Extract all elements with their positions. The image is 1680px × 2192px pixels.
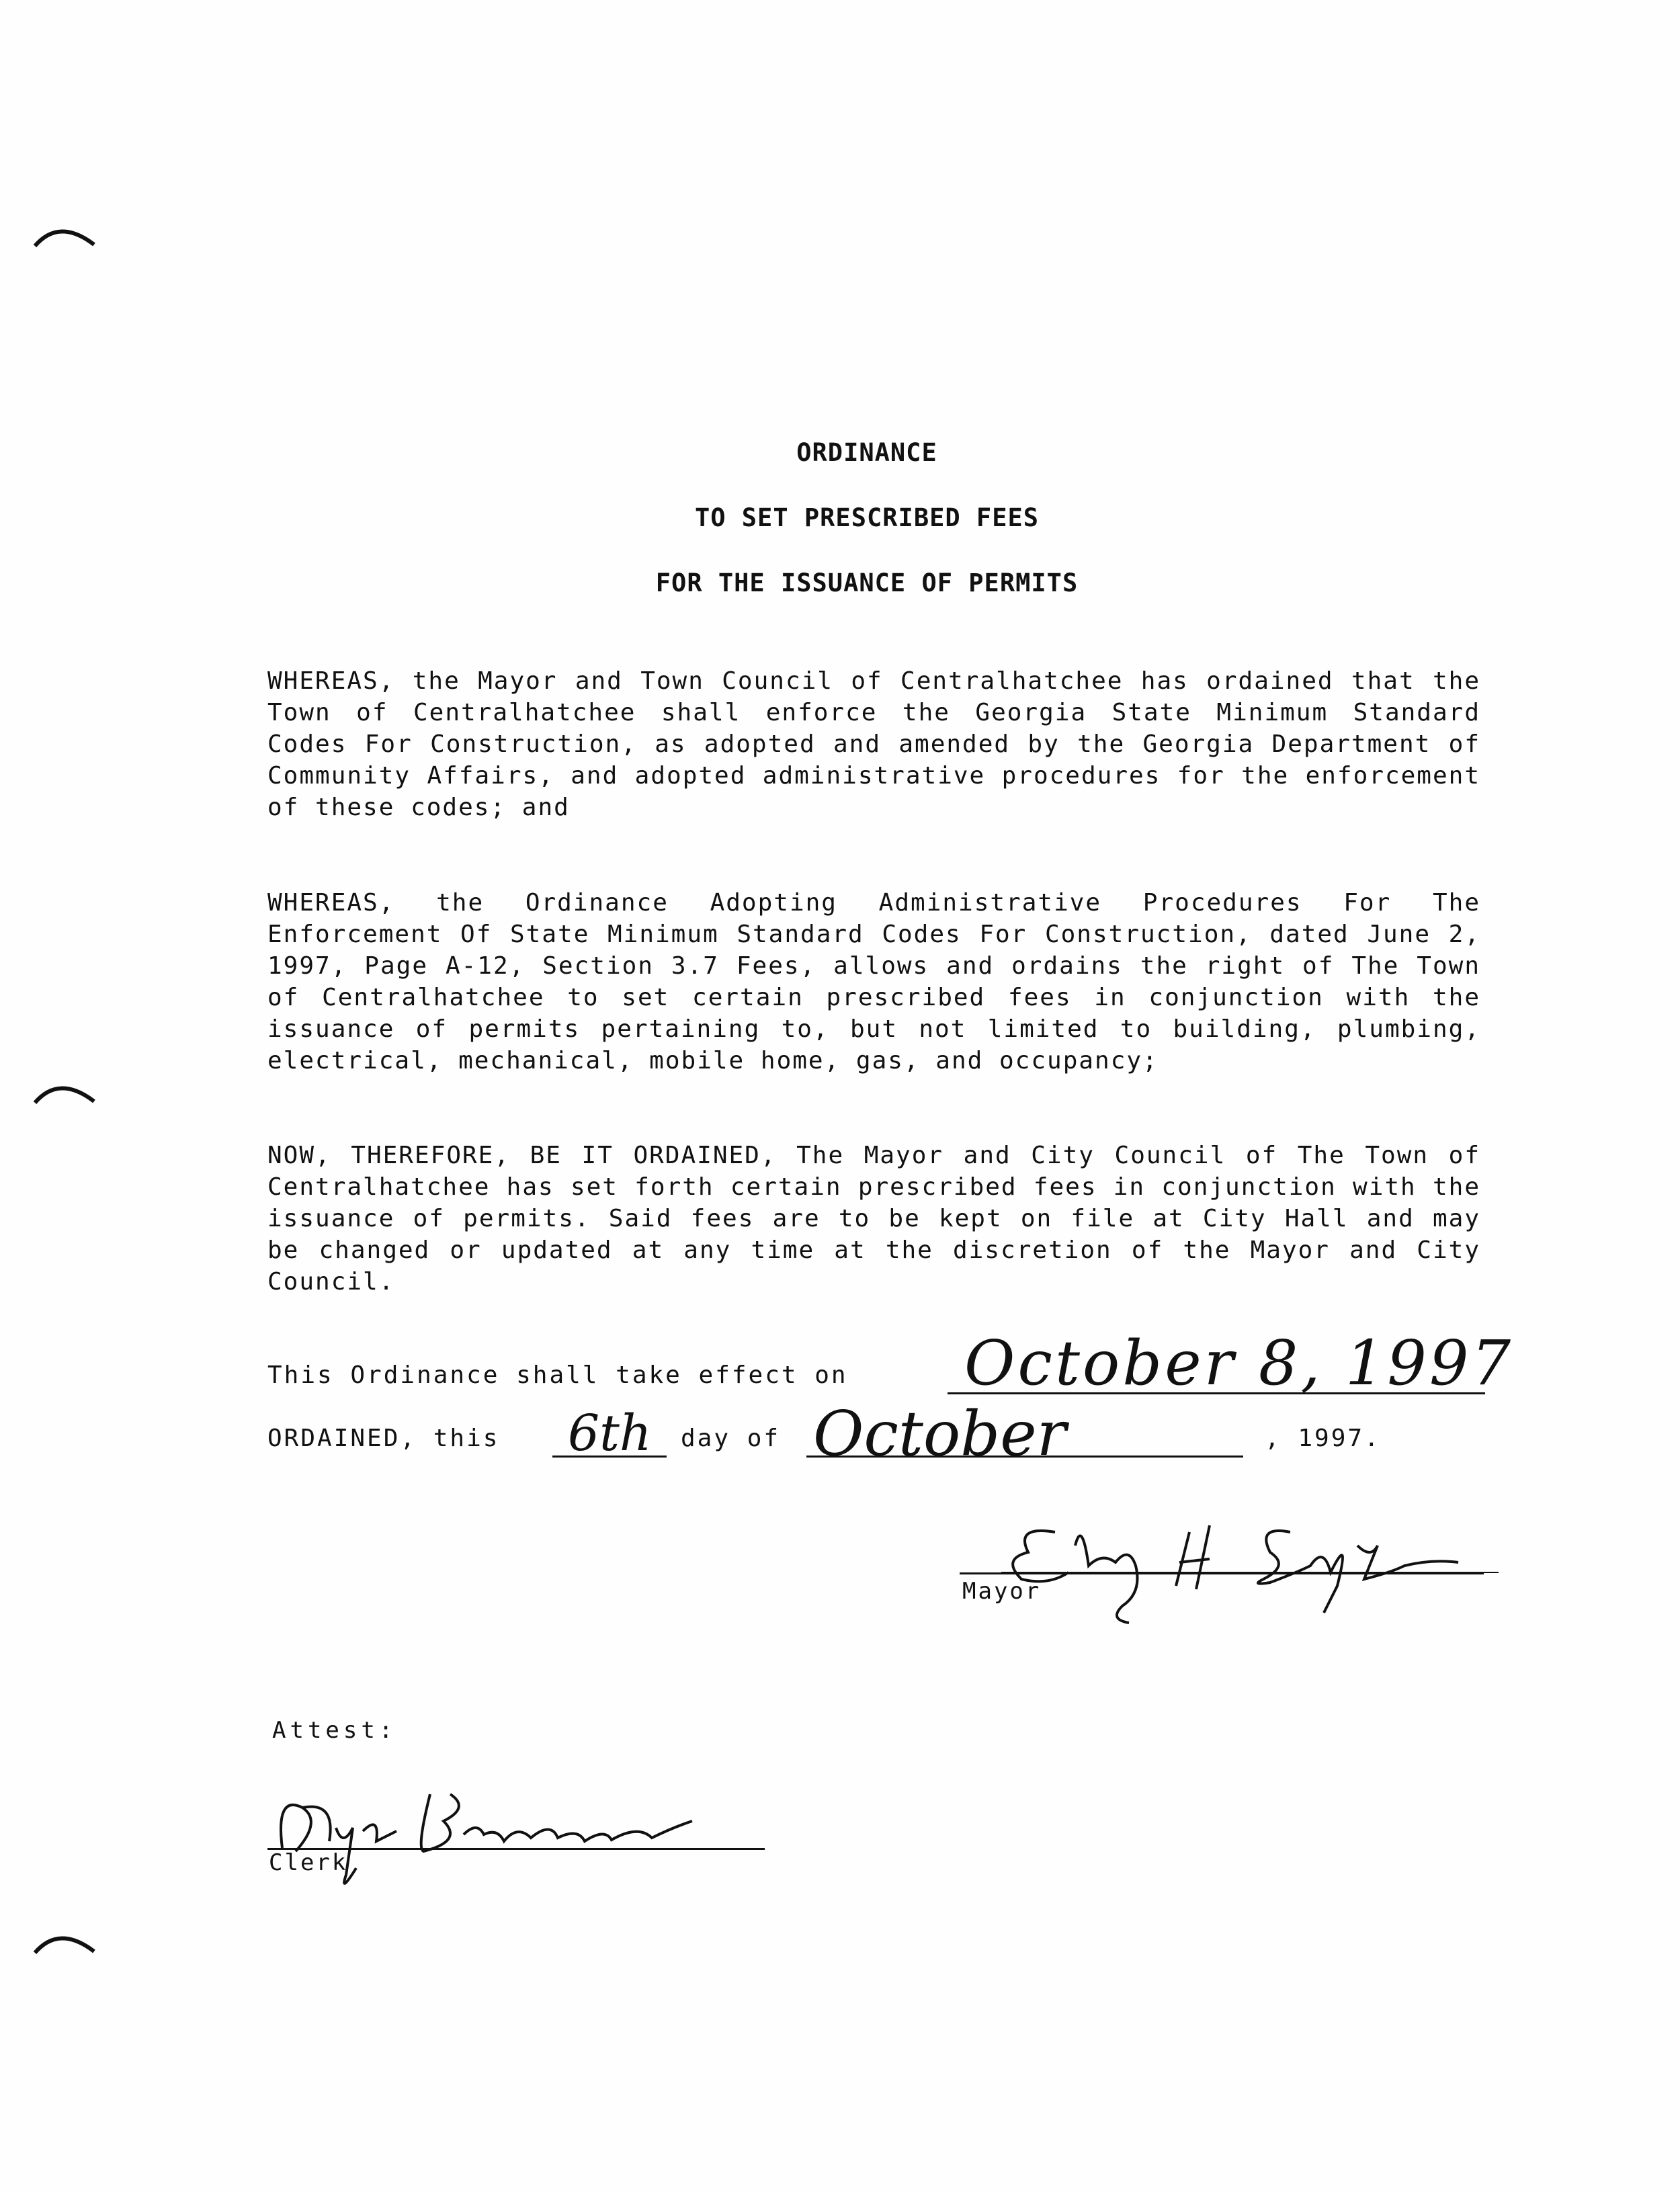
handwritten-day: 6th: [568, 1404, 652, 1462]
ordained-label: ORDAINED, this: [267, 1425, 500, 1452]
day-of-label: day of: [681, 1425, 781, 1452]
punch-hole-mark-icon: [32, 1079, 96, 1105]
clerk-signature: [262, 1767, 773, 1902]
effective-date-label: This Ordinance shall take effect on: [267, 1361, 848, 1389]
punch-hole-mark-icon: [32, 222, 96, 249]
ordained-paragraph: NOW, THEREFORE, BE IT ORDAINED, The Mayor and City Council of The Town of Centralhatchee has set forth certain prescribed fees in conjunction with the issuance of permits. Said fees are to be kept on file at City Hall and may be changed or updated at any time at the discretion of the Mayor and City Council.: [267, 1142, 1480, 1296]
mayor-signature-line: [960, 1572, 1484, 1574]
punch-hole-mark-icon: [32, 1929, 96, 1955]
document-title: ORDINANCE: [796, 438, 937, 467]
handwritten-month: October: [813, 1398, 1066, 1470]
mayor-label: Mayor: [962, 1578, 1042, 1605]
document-subtitle-2: FOR THE ISSUANCE OF PERMITS: [655, 568, 1079, 597]
handwritten-effective-date: October 8, 1997: [964, 1327, 1514, 1399]
year-label: , 1997.: [1265, 1425, 1381, 1452]
attest-label: Attest:: [272, 1717, 397, 1744]
document-subtitle-1: TO SET PRESCRIBED FEES: [694, 503, 1040, 532]
whereas-paragraph-1: WHEREAS, the Mayor and Town Council of Centralhatchee has ordained that the Town of Centralhatchee shall enforce the Georgia State Minimum Standard Codes For Construction, as adopted and amended by the Georgia Department of Community Affairs, and adopted administrative procedures for the enforcement of these codes; and: [267, 667, 1480, 821]
whereas-paragraph-2: WHEREAS, the Ordinance Adopting Administrative Procedures For The Enforcement Of State Minimum Standard Codes For Construction, dated June 2, 1997, Page A-12, Section 3.7 Fees, allows and ordains the right of The Town of Centralhatchee to set certain prescribed fees in conjunction with the issuance of permits pertaining to, but not limited to building, plumbing, electrical, mechanical, mobile home, gas, and occupancy;: [267, 889, 1480, 1074]
clerk-label: Clerk: [269, 1849, 348, 1876]
